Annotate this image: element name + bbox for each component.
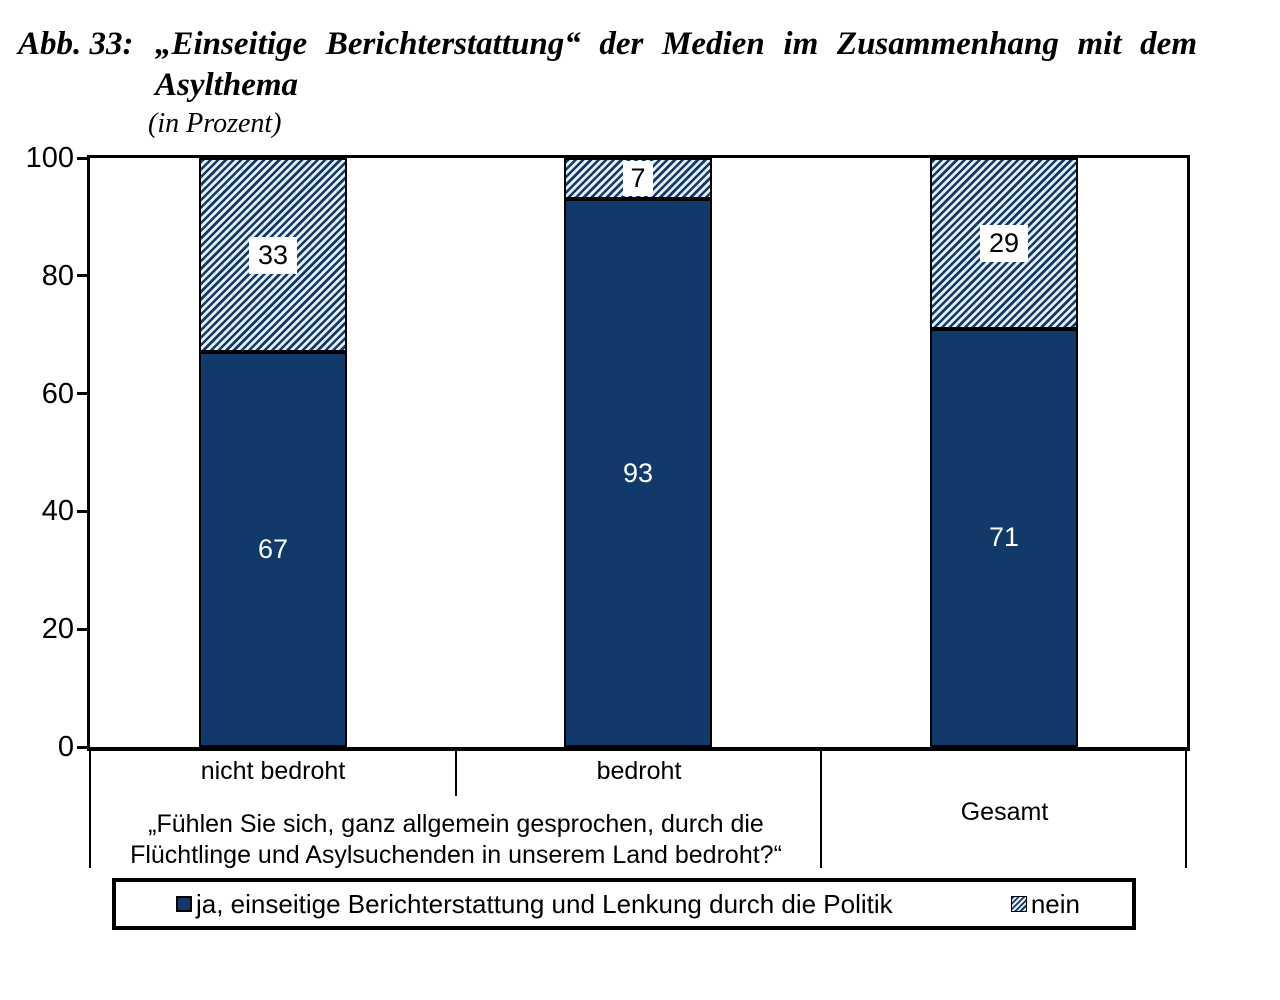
bar-segment-nein	[564, 158, 712, 199]
x-category-gesamt: Gesamt	[960, 798, 1049, 826]
x-axis-divider-right	[1185, 751, 1187, 868]
bar-bedroht	[564, 158, 712, 747]
y-tick-mark	[77, 746, 87, 749]
figure-subtitle-unit: (in Prozent)	[148, 108, 282, 139]
x-axis-divider-left	[89, 751, 91, 868]
hatch-swatch-icon	[1011, 896, 1027, 912]
bar-gesamt	[930, 158, 1078, 747]
y-tick-mark	[77, 628, 87, 631]
value-label-ja: 67	[257, 534, 289, 565]
y-tick-label-60: 60	[41, 378, 74, 410]
bar-nicht-bedroht	[199, 158, 347, 747]
value-label-nein: 7	[623, 161, 652, 196]
legend-item-nein	[1011, 889, 1080, 920]
figure-number-label: Abb. 33:	[18, 26, 134, 62]
bar-segment-nein	[930, 158, 1078, 329]
bar-segment-nein	[199, 158, 347, 352]
solid-navy-swatch-icon	[176, 896, 192, 912]
value-label-ja: 71	[988, 522, 1020, 553]
value-label-ja: 93	[622, 457, 654, 488]
y-tick-label-0: 0	[57, 731, 74, 763]
y-tick-mark	[77, 274, 87, 277]
y-tick-mark	[77, 392, 87, 395]
legend-label-ja: ja, einseitige Berichterstattung und Lenkung durch die Politik	[196, 888, 893, 919]
bar-segment-ja	[199, 352, 347, 747]
y-tick-mark	[77, 157, 87, 160]
x-axis-divider-category	[455, 751, 457, 796]
y-tick-mark	[77, 510, 87, 513]
x-group-question-line2: Flüchtlinge und Asylsuchenden in unserem Land bedroht?“	[130, 841, 782, 869]
value-label-nein: 29	[980, 225, 1028, 262]
y-tick-label-20: 20	[41, 613, 74, 645]
y-tick-label-100: 100	[25, 142, 74, 174]
bar-segment-ja	[930, 329, 1078, 747]
bar-segment-ja	[564, 199, 712, 747]
plot-area	[87, 155, 1190, 751]
legend-label-nein: nein	[1030, 888, 1080, 919]
x-group-question-line1: „Fühlen Sie sich, ganz allgemein gesprochen, durch die	[148, 810, 764, 838]
figure-title-line1: „Einseitige Berichterstattung“ der Medien im Zusammenhang mit dem	[155, 26, 1197, 62]
y-tick-label-80: 80	[41, 260, 74, 292]
plot-inner	[90, 158, 1187, 747]
legend-item-ja	[176, 889, 893, 920]
legend-box	[112, 878, 1136, 930]
value-label-nein: 33	[249, 237, 297, 274]
x-category-bedroht: bedroht	[596, 757, 682, 785]
x-group-question	[95, 809, 817, 871]
x-axis-divider-gesamt	[820, 751, 822, 868]
figure-title-line2: Asylthema	[155, 67, 299, 103]
x-category-nicht-bedroht: nicht bedroht	[200, 757, 346, 785]
y-tick-label-40: 40	[41, 495, 74, 527]
